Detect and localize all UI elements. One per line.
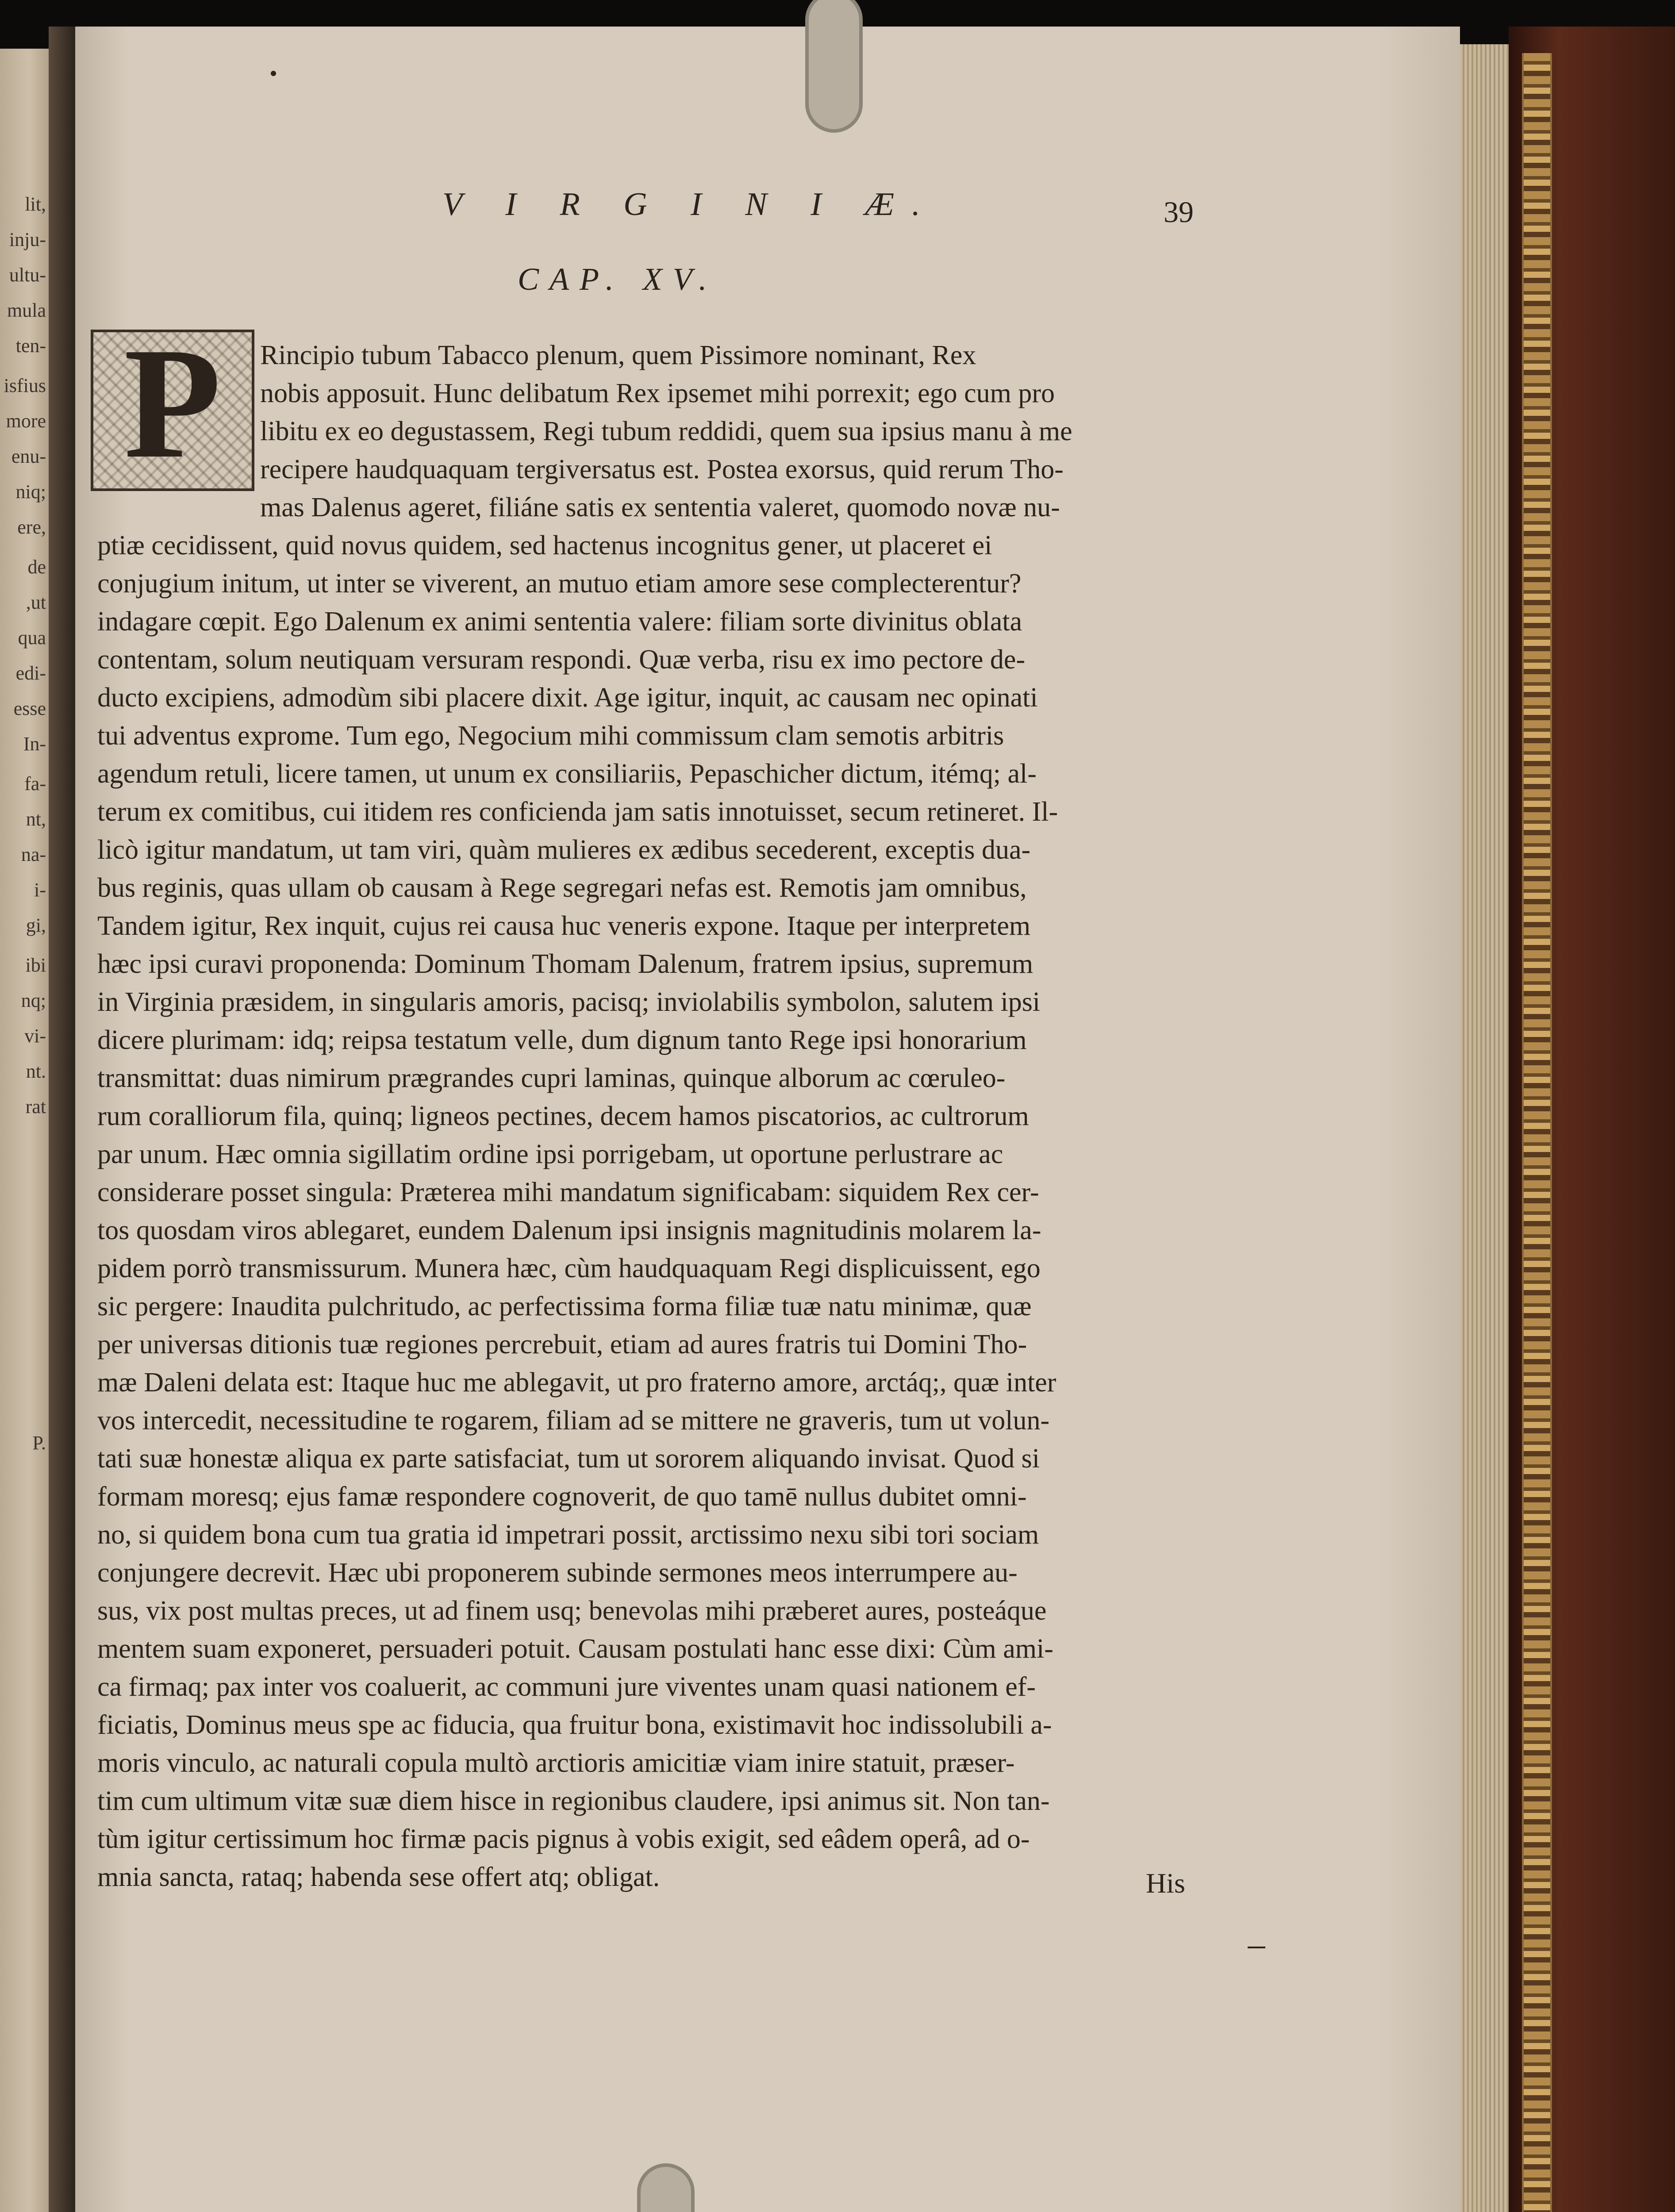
previous-page-text-fragment: i- bbox=[34, 879, 46, 901]
ink-mark bbox=[271, 71, 276, 76]
text-line: sus, vix post multas preces, ut ad finem usq; benevolas mihi præberet aures, posteáque bbox=[97, 1596, 1047, 1626]
text-line: mentem suam exponeret, persuaderi potuit. Causam postulati hanc esse dixi: Cùm ami- bbox=[97, 1634, 1053, 1664]
body-text bbox=[97, 336, 1212, 1896]
text-line: ficiatis, Dominus meus spe ac fiducia, qua fruitur bona, existimavit hoc indissolubili a- bbox=[97, 1710, 1052, 1740]
previous-page-edge bbox=[0, 49, 49, 2212]
text-line: bus reginis, quas ullam ob causam à Rege segregari nefas est. Remotis jam omnibus, bbox=[97, 873, 1027, 903]
previous-page-text-fragment: mula bbox=[7, 300, 46, 321]
text-line: mæ Daleni delata est: Itaque huc me ablegavit, ut pro fraterno amore, arctáq;, quæ inter bbox=[97, 1367, 1056, 1398]
text-line: nobis apposuit. Hunc delibatum Rex ipsemet mihi porrexit; ego cum pro bbox=[260, 378, 1055, 408]
running-head: V I R G I N I Æ. bbox=[442, 186, 938, 223]
text-line: tùm igitur certissimum hoc firmæ pacis pignus à vobis exigit, sed eâdem operâ, ad o- bbox=[97, 1824, 1030, 1854]
page-number: 39 bbox=[1164, 195, 1194, 229]
previous-page-text-fragment: fa- bbox=[24, 773, 46, 795]
ink-mark bbox=[1248, 1947, 1265, 1948]
text-line: ptiæ cecidissent, quid novus quidem, sed hactenus incognitus gener, ut placeret ei bbox=[97, 530, 992, 561]
previous-page-text-fragment: enu- bbox=[11, 445, 46, 467]
text-line: mnia sancta, rataq; habenda sese offert atq; obligat. bbox=[97, 1862, 660, 1892]
previous-page-text-fragment: ibi bbox=[25, 954, 46, 976]
text-line: par unum. Hæc omnia sigillatim ordine ipsi porrigebam, ut oportune perlustrare ac bbox=[97, 1139, 1003, 1169]
previous-page-text-fragment: inju- bbox=[9, 229, 46, 250]
previous-page-text-fragment: qua bbox=[18, 627, 46, 649]
previous-page-text-fragment: rat bbox=[25, 1096, 46, 1118]
text-line: no, si quidem bona cum tua gratia id impetrari possit, arctissimo nexu sibi tori sociam bbox=[97, 1520, 1039, 1550]
text-line: agendum retuli, licere tamen, ut unum ex consiliariis, Pepaschicher dictum, itémq; al- bbox=[97, 759, 1037, 789]
text-line: tos quosdam viros ablegaret, eundem Dalenum ipsi insignis magnitudinis molarem la- bbox=[97, 1215, 1041, 1245]
text-line: dicere plurimam: idq; reipsa testatum velle, dum dignum tanto Rege ipsi honorarium bbox=[97, 1025, 1027, 1055]
previous-page-text-fragment: esse bbox=[13, 698, 46, 719]
text-line: ca firmaq; pax inter vos coaluerit, ac communi jure viventes unam quasi nationem ef- bbox=[97, 1672, 1036, 1702]
initial-letter: P bbox=[124, 315, 221, 491]
book-gutter bbox=[49, 27, 75, 2212]
text-line: contentam, solum neutiquam versuram respondi. Quæ verba, risu ex imo pectore de- bbox=[97, 645, 1026, 675]
text-line: vos intercedit, necessitudine te rogarem, filiam ad se mittere ne graveris, tum ut volun- bbox=[97, 1406, 1050, 1436]
text-line: Tandem igitur, Rex inquit, cujus rei causa huc veneris expone. Itaque per interpretem bbox=[97, 911, 1031, 941]
text-line: tati suæ honestæ aliqua ex parte satisfaciat, tum ut sororem aliquando invisat. Quod si bbox=[97, 1444, 1040, 1474]
text-line: pidem porrò transmissurum. Munera hæc, cùm haudquaquam Regi displicuissent, ego bbox=[97, 1253, 1041, 1283]
previous-page-text-fragment: niq; bbox=[15, 481, 46, 503]
previous-page-text-fragment: P. bbox=[32, 1432, 46, 1454]
text-line: indagare cœpit. Ego Dalenum ex animi sententia valere: filiam sorte divinitus oblata bbox=[97, 607, 1022, 637]
previous-page-text-fragment: edi- bbox=[15, 662, 46, 684]
text-line: sic pergere: Inaudita pulchritudo, ac perfectissima forma filiæ tuæ natu minimæ, quæ bbox=[97, 1291, 1032, 1321]
text-line: Rincipio tubum Tabacco plenum, quem Pissimore nominant, Rex bbox=[260, 340, 976, 370]
previous-page-text-fragment: ,ut bbox=[26, 591, 46, 613]
text-line: libitu ex eo degustassem, Regi tubum reddidi, quem sua ipsius manu à me bbox=[260, 416, 1072, 446]
previous-page-text-fragment: ultu- bbox=[9, 264, 46, 286]
previous-page-text-fragment: In- bbox=[23, 733, 46, 755]
text-line: ducto excipiens, admodùm sibi placere dixit. Age igitur, inquit, ac causam nec opinati bbox=[97, 683, 1038, 713]
text-line: hæc ipsi curavi proponenda: Dominum Thomam Dalenum, fratrem ipsius, supremum bbox=[97, 949, 1033, 979]
previous-page-text-fragment: isfius bbox=[4, 375, 46, 396]
text-line: considerare posset singula: Præterea mihi mandatum significabam: siquidem Rex cer- bbox=[97, 1177, 1039, 1207]
previous-page-text-fragment: nq; bbox=[21, 990, 46, 1011]
previous-page-text-fragment: lit, bbox=[25, 193, 46, 215]
previous-page-text-fragment: vi- bbox=[24, 1025, 46, 1047]
text-line: licò igitur mandatum, ut tam viri, quàm mulieres ex ædibus secederent, exceptis dua- bbox=[97, 835, 1031, 865]
previous-page-text-fragment: ten- bbox=[15, 335, 46, 357]
text-line: moris vinculo, ac naturali copula multò arctioris amicitiæ viam inire statuit, præser- bbox=[97, 1748, 1015, 1778]
chapter-heading: CAP. XV. bbox=[518, 261, 718, 297]
previous-page-text-fragment: nt. bbox=[26, 1060, 46, 1082]
previous-page-text-fragment: ere, bbox=[17, 516, 46, 538]
text-line: recipere haudquaquam tergiversatus est. Postea exorsus, quid rerum Tho- bbox=[260, 454, 1064, 484]
previous-page-text-fragment: gi, bbox=[26, 914, 46, 936]
text-line: rum coralliorum fila, quinq; ligneos pectines, decem hamos piscatorios, ac cultrorum bbox=[97, 1101, 1029, 1131]
text-line: in Virginia præsidem, in singularis amoris, pacisq; inviolabilis symbolon, salutem ipsi bbox=[97, 987, 1041, 1017]
text-line: tui adventus exprome. Tum ego, Negocium mihi commissum clam semotis arbitris bbox=[97, 721, 1004, 751]
gilt-border-ornament bbox=[1522, 53, 1552, 2212]
text-line: conjugium initum, ut inter se viverent, an mutuo etiam amore sese complecterentur? bbox=[97, 568, 1022, 599]
page-edges bbox=[1460, 44, 1509, 2212]
text-line: transmittat: duas nimirum prægrandes cupri laminas, quinque alborum ac cœruleo- bbox=[97, 1063, 1006, 1093]
previous-page-text-fragment: more bbox=[6, 410, 46, 432]
previous-page-text-fragment: nt, bbox=[26, 808, 46, 830]
text-line: formam moresq; ejus famæ respondere cognoverit, de quo tamē nullus dubitet omni- bbox=[97, 1482, 1027, 1512]
text-line: tim cum ultimum vitæ suæ diem hisce in regionibus claudere, ipsi animus sit. Non tan- bbox=[97, 1786, 1050, 1816]
previous-page-text-fragment: de bbox=[27, 556, 46, 578]
text-line: per universas ditionis tuæ regiones percrebuit, etiam ad aures fratris tui Domini Tho- bbox=[97, 1329, 1027, 1359]
text-line: conjungere decrevit. Hæc ubi proponerem subinde sermones meos interrumpere au- bbox=[97, 1558, 1018, 1588]
page-holder-clip-top bbox=[805, 0, 863, 133]
catchword: His bbox=[1146, 1867, 1185, 1899]
previous-page-text-fragment: na- bbox=[21, 844, 46, 865]
text-line: mas Dalenus ageret, filiáne satis ex sententia valeret, quomodo novæ nu- bbox=[260, 492, 1060, 522]
text-line: terum ex comitibus, cui itidem res conficienda jam satis innotuisset, secum retineret. Il- bbox=[97, 797, 1058, 827]
